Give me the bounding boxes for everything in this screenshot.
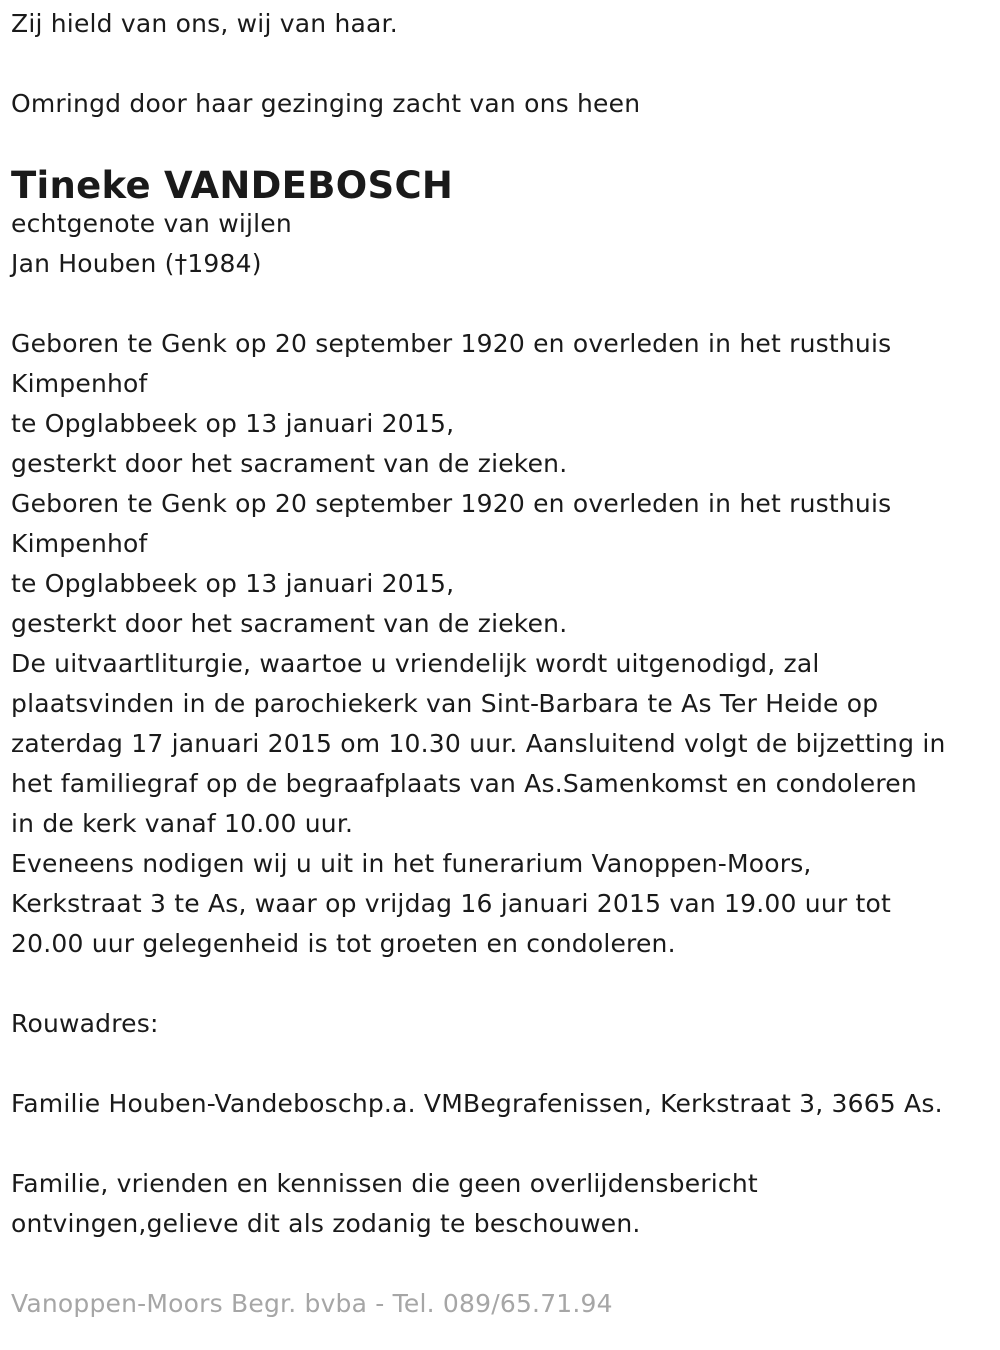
spacer: [11, 964, 991, 1004]
visitation-line: 20.00 uur gelegenheid is tot groeten en condoleren.: [11, 929, 676, 958]
funeral-line: in de kerk vanaf 10.00 uur.: [11, 809, 354, 838]
spacer: [11, 1124, 991, 1164]
birth-death-line: te Opglabbeek op 13 januari 2015,: [11, 409, 455, 438]
birth-death-line: Geboren te Genk op 20 september 1920 en overleden in het rusthuis: [11, 489, 892, 518]
relation-text: echtgenote van wijlen: [11, 209, 292, 238]
funeral-line: het familiegraf op de begraafplaats van As.Samenkomst en condoleren: [11, 769, 917, 798]
spacer: [11, 124, 991, 164]
spacer: [11, 284, 991, 324]
birth-death-line: te Opglabbeek op 13 januari 2015,: [11, 569, 455, 598]
funeral-line: De uitvaartliturgie, waartoe u vriendelijk wordt uitgenodigd, zal: [11, 649, 820, 678]
birth-death-line: gesterkt door het sacrament van de zieken.: [11, 609, 568, 638]
visitation-line: Eveneens nodigen wij u uit in het funerarium Vanoppen-Moors,: [11, 849, 812, 878]
intro-line: Zij hield van ons, wij van haar.: [11, 9, 398, 38]
spacer: [11, 1244, 991, 1284]
birth-death-line: Geboren te Genk op 20 september 1920 en overleden in het rusthuis: [11, 329, 892, 358]
birth-death-line: Kimpenhof: [11, 369, 148, 398]
funeral-line: zaterdag 17 januari 2015 om 10.30 uur. Aansluitend volgt de bijzetting in: [11, 729, 946, 758]
notice-line: ontvingen,gelieve dit als zodanig te beschouwen.: [11, 1209, 641, 1238]
obituary-document: [11, 4, 991, 1324]
address-label: Rouwadres:: [11, 1009, 159, 1038]
funeral-line: plaatsvinden in de parochiekerk van Sint-Barbara te As Ter Heide op: [11, 689, 879, 718]
intro-line: Omringd door haar gezinging zacht van ons heen: [11, 89, 641, 118]
visitation-line: Kerkstraat 3 te As, waar op vrijdag 16 januari 2015 van 19.00 uur tot: [11, 889, 891, 918]
spacer: [11, 1044, 991, 1084]
spouse-text: Jan Houben (†1984): [11, 249, 262, 278]
birth-death-line: Kimpenhof: [11, 529, 148, 558]
deceased-name: Tineke VANDEBOSCH: [11, 164, 454, 207]
birth-death-line: gesterkt door het sacrament van de zieken.: [11, 449, 568, 478]
spacer: [11, 44, 991, 84]
notice-line: Familie, vrienden en kennissen die geen overlijdensbericht: [11, 1169, 758, 1198]
footer-contact: Vanoppen-Moors Begr. bvba - Tel. 089/65.71.94: [11, 1289, 613, 1318]
address-value: Familie Houben-Vandeboschp.a. VMBegrafenissen, Kerkstraat 3, 3665 As.: [11, 1089, 943, 1118]
